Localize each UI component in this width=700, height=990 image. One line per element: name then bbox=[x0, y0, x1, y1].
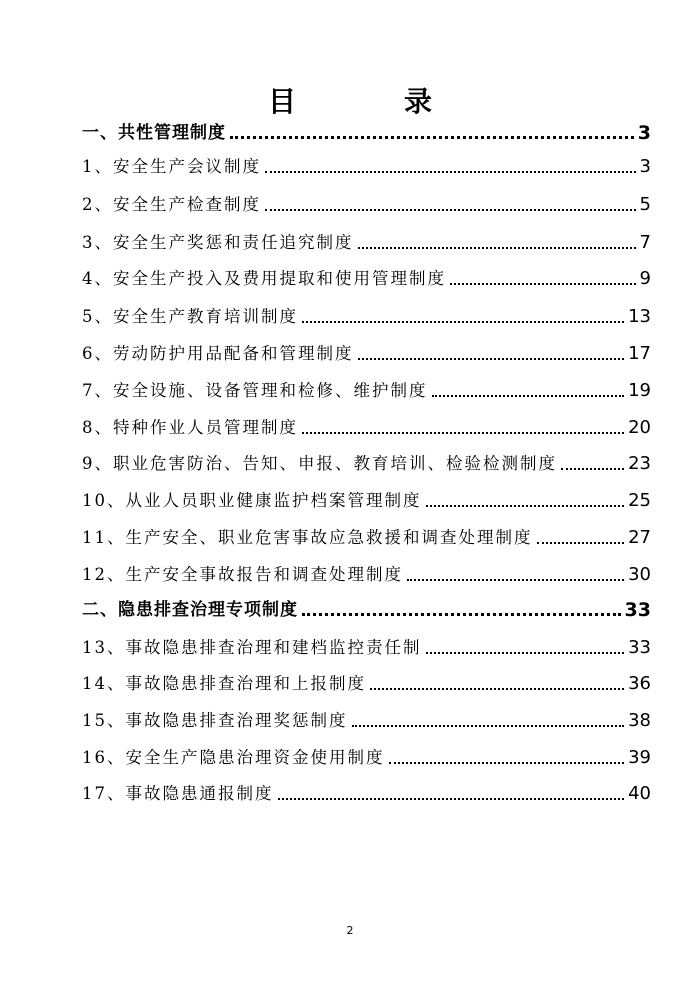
toc-dot-leader bbox=[358, 232, 636, 254]
toc-entry-page: 19 bbox=[628, 380, 651, 401]
toc-entry[interactable] bbox=[82, 150, 651, 178]
toc-entry-label: 7、安全设施、设备管理和检修、维护制度 bbox=[82, 381, 428, 400]
toc-entry[interactable] bbox=[82, 704, 651, 732]
toc-entry-page: 5 bbox=[639, 194, 651, 215]
toc-dot-leader bbox=[432, 380, 625, 402]
toc-entry-label: 10、从业人员职业健康监护档案管理制度 bbox=[82, 491, 422, 510]
toc-entry-page: 25 bbox=[628, 490, 651, 511]
toc-section-entry[interactable] bbox=[82, 116, 651, 144]
toc-dot-leader bbox=[450, 268, 636, 290]
toc-entry-page: 27 bbox=[628, 527, 651, 548]
toc-entry[interactable] bbox=[82, 188, 651, 216]
toc-entry-page: 9 bbox=[639, 268, 651, 289]
toc-dot-leader bbox=[302, 306, 624, 328]
toc-dot-leader bbox=[426, 637, 625, 659]
toc-entry-page: 3 bbox=[639, 156, 651, 177]
toc-entry[interactable] bbox=[82, 521, 651, 549]
toc-dot-leader bbox=[302, 599, 621, 621]
toc-entry-page: 20 bbox=[628, 417, 651, 438]
toc-dot-leader bbox=[265, 194, 636, 216]
toc-entry-label: 1、安全生产会议制度 bbox=[82, 157, 261, 176]
toc-entry-page: 23 bbox=[628, 453, 651, 474]
toc-entry-page: 3 bbox=[637, 122, 651, 144]
toc-entry[interactable] bbox=[82, 447, 651, 475]
toc-entry-page: 36 bbox=[628, 673, 651, 694]
toc-entry[interactable] bbox=[82, 300, 651, 328]
toc-entry-label: 二、隐患排查治理专项制度 bbox=[82, 600, 298, 620]
toc-dot-leader bbox=[426, 490, 625, 512]
toc-dot-leader bbox=[537, 527, 625, 549]
toc-dot-leader bbox=[358, 343, 625, 365]
toc-entry[interactable] bbox=[82, 667, 651, 695]
toc-entry[interactable] bbox=[82, 631, 651, 659]
toc-entry-label: 13、事故隐患排查治理和建档监控责任制 bbox=[82, 638, 422, 657]
toc-entry-label: 9、职业危害防治、告知、申报、教育培训、检验检测制度 bbox=[82, 454, 557, 473]
toc-dot-leader bbox=[352, 710, 625, 732]
toc-entry-label: 17、事故隐患通报制度 bbox=[82, 784, 274, 803]
toc-entry-label: 一、共性管理制度 bbox=[82, 123, 226, 143]
toc-section-entry[interactable] bbox=[82, 593, 651, 621]
toc-dot-leader bbox=[389, 747, 625, 769]
toc-entry-label: 11、生产安全、职业危害事故应急救援和调查处理制度 bbox=[82, 528, 533, 547]
toc-entry[interactable] bbox=[82, 374, 651, 402]
toc-entry-label: 5、安全生产教育培训制度 bbox=[82, 307, 298, 326]
toc-entry[interactable] bbox=[82, 411, 651, 439]
toc-entry-label: 4、安全生产投入及费用提取和使用管理制度 bbox=[82, 269, 446, 288]
toc-entry-label: 14、事故隐患排查治理和上报制度 bbox=[82, 674, 366, 693]
toc-entry-page: 33 bbox=[628, 637, 651, 658]
toc-entry-page: 7 bbox=[639, 232, 651, 253]
toc-dot-leader bbox=[265, 156, 636, 178]
toc-entry-page: 13 bbox=[628, 306, 651, 327]
toc-dot-leader bbox=[302, 417, 624, 439]
toc-dot-leader bbox=[278, 783, 625, 805]
toc-dot-leader bbox=[230, 122, 634, 144]
toc-dot-leader bbox=[407, 564, 624, 586]
toc-entry[interactable] bbox=[82, 484, 651, 512]
toc-entry[interactable] bbox=[82, 777, 651, 805]
toc-entry-page: 38 bbox=[628, 710, 651, 731]
toc-entry-label: 15、事故隐患排查治理奖惩制度 bbox=[82, 711, 348, 730]
toc-entry[interactable] bbox=[82, 741, 651, 769]
toc-entry-label: 16、安全生产隐患治理资金使用制度 bbox=[82, 748, 385, 767]
toc-title: 目 录 bbox=[267, 85, 472, 118]
toc-entry-page: 39 bbox=[628, 747, 651, 768]
toc-entry-label: 12、生产安全事故报告和调查处理制度 bbox=[82, 565, 403, 584]
toc-entry-page: 17 bbox=[628, 343, 651, 364]
toc-entry[interactable] bbox=[82, 226, 651, 254]
toc-entry-label: 6、劳动防护用品配备和管理制度 bbox=[82, 344, 354, 363]
toc-entry-page: 33 bbox=[624, 599, 651, 621]
toc-dot-leader bbox=[561, 453, 624, 475]
toc-dot-leader bbox=[370, 673, 624, 695]
toc-entry[interactable] bbox=[82, 337, 651, 365]
toc-entry-page: 30 bbox=[628, 564, 651, 585]
toc-entry-label: 8、特种作业人员管理制度 bbox=[82, 418, 298, 437]
toc-entry-label: 3、安全生产奖惩和责任追究制度 bbox=[82, 233, 354, 252]
page-number: 2 bbox=[346, 924, 354, 937]
toc-entry[interactable] bbox=[82, 262, 651, 290]
toc-entry-label: 2、安全生产检查制度 bbox=[82, 195, 261, 214]
toc-entry-page: 40 bbox=[628, 783, 651, 804]
toc-entry[interactable] bbox=[82, 558, 651, 586]
